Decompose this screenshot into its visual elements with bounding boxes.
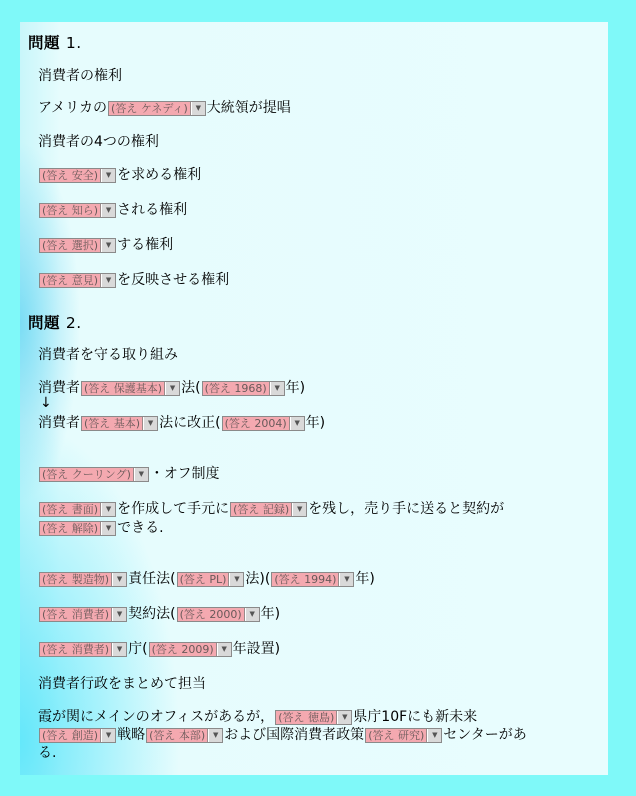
answer-select[interactable]: (答え 基本) ▼ [81,416,158,431]
answer-select[interactable]: (答え クーリング) ▼ [39,467,149,482]
chevron-down-icon: ▼ [229,573,243,586]
contract-law-line: (答え 消費者) ▼ 契約法( (答え 2000) ▼ 年) [38,605,280,623]
chevron-down-icon: ▼ [270,382,284,395]
question-number: 1. [65,34,82,52]
answer-select[interactable]: (答え 創造) ▼ [39,728,116,743]
america-line: アメリカの (答え ケネディ) ▼ 大統領が提唱 [38,100,291,116]
chevron-down-icon: ▼ [165,382,179,395]
question-title-label: 問題 [28,34,61,52]
admin-line: 消費者行政をまとめて担当 [38,676,206,692]
document-line-1: (答え 書面) ▼ を作成して手元に (答え 記録) ▼ を残し，売り手に送ると契約が [38,500,504,518]
law-line-1: 消費者 (答え 保護基本) ▼ 法( (答え 1968) ▼ 年) [38,380,306,396]
answer-select[interactable]: (答え 知ら) ▼ [39,203,116,218]
answer-select[interactable]: (答え 徳島) ▼ [275,710,352,725]
answer-select[interactable]: (答え 安全) ▼ [39,168,116,183]
question-title-label: 問題 [28,314,61,332]
kasumigaseki-line-2: (答え 創造) ▼ 戦略 (答え 本部) ▼ および国際消費者政策 (答え 研究) ▼ センターがあ [38,726,527,744]
kasumigaseki-line-3: る. [38,745,57,761]
question-number: 2. [65,314,82,332]
chevron-down-icon: ▼ [112,608,126,621]
answer-select[interactable]: (答え 意見) ▼ [39,273,116,288]
answer-select[interactable]: (答え 1994) ▼ [271,572,354,587]
chevron-down-icon: ▼ [101,239,115,252]
chevron-down-icon: ▼ [191,102,205,115]
chevron-down-icon: ▼ [245,608,259,621]
answer-select[interactable]: (答え 保護基本) ▼ [81,381,180,396]
chevron-down-icon: ▼ [101,522,115,535]
chevron-down-icon: ▼ [101,274,115,287]
answer-select[interactable]: (答え 解除) ▼ [39,521,116,536]
four-rights-heading: 消費者の4つの権利 [38,134,159,150]
question-2-title [28,311,82,333]
consumer-rights-heading: 消費者の権利 [38,68,122,84]
agency-line: (答え 消費者) ▼ 庁( (答え 2009) ▼ 年設置) [38,640,280,658]
law-line-2: 消費者 (答え 基本) ▼ 法に改正( (答え 2004) ▼ 年) [38,415,326,431]
pl-law-line: (答え 製造物) ▼ 責任法( (答え PL) ▼ 法)( (答え 1994) ▼ 年) [38,570,375,588]
answer-select[interactable]: (答え 書面) ▼ [39,502,116,517]
answer-select[interactable]: (答え 研究) ▼ [365,728,442,743]
protection-heading: 消費者を守る取り組み [38,347,178,363]
arrow-down-icon: ↓ [40,395,52,411]
answer-select[interactable]: (答え 製造物) ▼ [39,572,127,587]
answer-select[interactable]: (答え 消費者) ▼ [39,642,127,657]
answer-select[interactable]: (答え 2009) ▼ [149,642,232,657]
answer-select[interactable]: (答え PL) ▼ [177,572,245,587]
content-panel [20,22,608,775]
chevron-down-icon: ▼ [290,417,304,430]
chevron-down-icon: ▼ [143,417,157,430]
right-row-4: (答え 意見) ▼ を反映させる権利 [38,271,229,289]
chevron-down-icon: ▼ [112,573,126,586]
kasumigaseki-line-1: 霞が関にメインのオフィスがあるが， (答え 徳島) ▼ 県庁10Fにも新未来 [38,709,478,725]
document-line-2: (答え 解除) ▼ できる. [38,519,164,537]
chevron-down-icon: ▼ [427,729,441,742]
answer-select[interactable]: (答え 記録) ▼ [230,502,307,517]
right-row-2: (答え 知ら) ▼ される権利 [38,201,187,219]
cooling-off-line: (答え クーリング) ▼ ・オフ制度 [38,465,219,483]
right-row-3: (答え 選択) ▼ する権利 [38,236,173,254]
answer-select[interactable]: (答え 2004) ▼ [222,416,305,431]
chevron-down-icon: ▼ [112,643,126,656]
question-1-title [28,31,82,53]
chevron-down-icon: ▼ [337,711,351,724]
answer-select[interactable]: (答え 1968) ▼ [202,381,285,396]
answer-select[interactable]: (答え 消費者) ▼ [39,607,127,622]
chevron-down-icon: ▼ [101,729,115,742]
answer-select[interactable]: (答え 本部) ▼ [146,728,223,743]
answer-select[interactable]: (答え 2000) ▼ [177,607,260,622]
chevron-down-icon: ▼ [134,468,148,481]
chevron-down-icon: ▼ [217,643,231,656]
right-row-1: (答え 安全) ▼ を求める権利 [38,166,201,184]
answer-select[interactable]: (答え 選択) ▼ [39,238,116,253]
chevron-down-icon: ▼ [208,729,222,742]
chevron-down-icon: ▼ [101,503,115,516]
chevron-down-icon: ▼ [339,573,353,586]
chevron-down-icon: ▼ [101,169,115,182]
chevron-down-icon: ▼ [101,204,115,217]
chevron-down-icon: ▼ [292,503,306,516]
answer-select[interactable]: (答え ケネディ) ▼ [108,101,206,116]
